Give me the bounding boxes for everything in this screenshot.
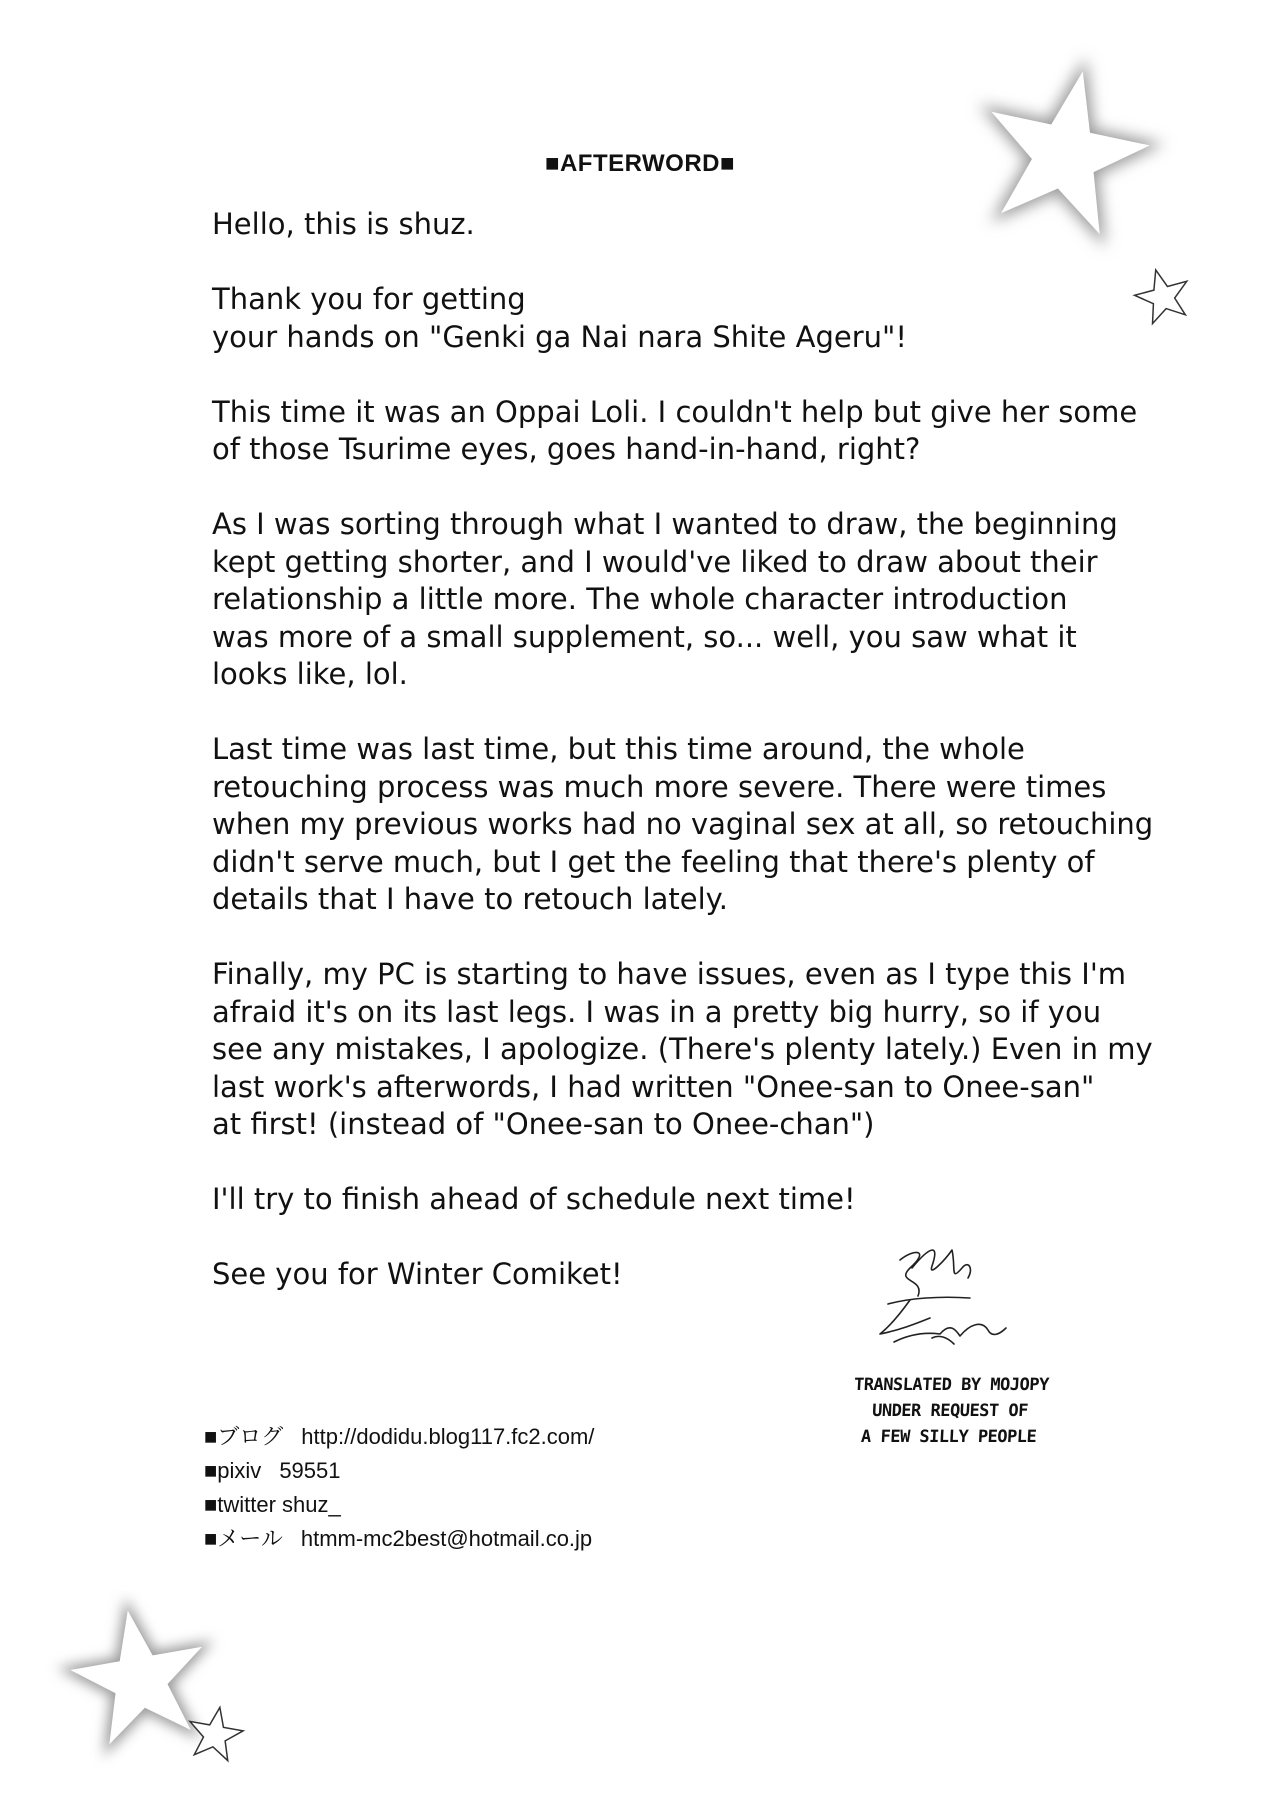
text-line: your hands on "Genki ga Nai nara Shite Ageru"! [212,319,907,354]
contact-value: shuz_ [281,1492,341,1517]
text-line: afraid it's on its last legs. I was in a pretty big hurry, so if you [212,994,1102,1029]
paragraph [212,206,1142,244]
contact-blog [204,1420,594,1454]
contact-label: ■twitter [204,1492,276,1517]
text-line: see any mistakes, I apologize. (There's plenty lately.) Even in my [212,1032,1153,1066]
contact-label: ■ブログ [204,1424,284,1449]
signature-scribble [870,1238,1020,1358]
paragraph [212,731,1154,919]
text-line: didn't serve much, but I get the feeling that there's plenty of [212,844,1095,879]
contact-pixiv [204,1454,594,1488]
paragraph [212,506,1142,694]
text-line: I'll try to finish ahead of schedule next time! [212,1182,856,1216]
contact-value: htmm-mc2best@hotmail.co.jp [300,1526,593,1551]
contact-value: http://dodidu.blog117.fc2.com/ [301,1424,595,1449]
contact-label: ■メール [204,1526,283,1551]
credit-line: TRANSLATED BY MOJOPY [853,1375,1050,1395]
text-line: kept getting shorter, and I would've liked to draw about their [212,544,1098,579]
contact-mail [204,1522,594,1556]
paragraph [212,1181,1142,1219]
text-line: was more of a small supplement, so... well, you saw what it [212,619,1077,654]
translator-credit [798,1372,1102,1450]
text-line: of those Tsurime eyes, goes hand-in-hand, right? [212,432,921,466]
text-line: when my previous works had no vaginal sex at all, so retouching [212,807,1154,841]
contact-label: ■pixiv [204,1458,262,1483]
text-line: As I was sorting through what I wanted to draw, the beginning [212,507,1118,541]
credit-line: A FEW SILLY PEOPLE [860,1427,1037,1447]
page-title: ■AFTERWORD■ [544,150,736,177]
text-line: at first! (instead of "Onee-san to Onee-chan") [212,1107,875,1141]
paragraph [212,956,1153,1144]
star-icon-small-bottom-left [180,1700,250,1770]
text-line: relationship a little more. The whole character introduction [212,582,1068,616]
text-line: last work's afterwords, I had written "Onee-san to Onee-san" [212,1069,1095,1104]
text-line: retouching process was much more severe. There were times [212,769,1107,804]
credit-line: UNDER REQUEST OF [871,1401,1029,1421]
text-line: Finally, my PC is starting to have issues, even as I type this I'm [212,957,1127,991]
paragraph [212,281,1142,356]
text-line: Last time was last time, but this time around, the whole [212,732,1025,766]
text-line: details that I have to retouch lately. [212,882,728,916]
contact-list [204,1420,594,1556]
text-line: Hello, this is shuz. [212,207,475,241]
paragraph [212,394,1142,469]
text-line: Thank you for getting [212,282,526,316]
text-line: See you for Winter Comiket! [212,1257,623,1291]
text-line: looks like, lol. [212,657,408,691]
afterword-body [212,206,1154,1331]
text-line: This time it was an Oppai Loli. I couldn't help but give her some [212,394,1138,429]
contact-twitter [204,1488,594,1522]
contact-value: 59551 [279,1458,341,1483]
